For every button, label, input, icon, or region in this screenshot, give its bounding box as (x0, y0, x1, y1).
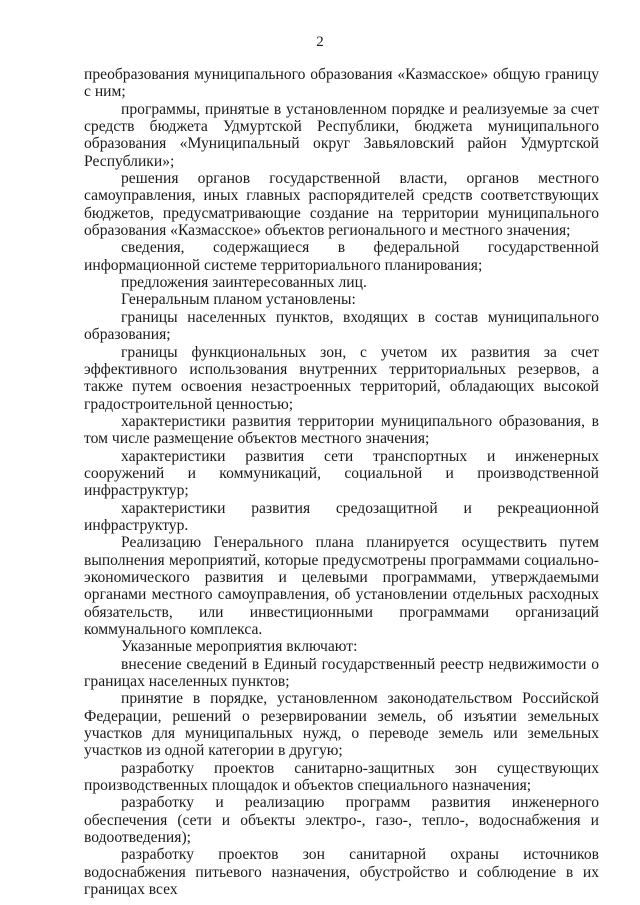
paragraph: разработку проектов зон санитарной охраны источников водоснабжения питьевого назначения, обустройство и соблюдение в их границах всех (84, 846, 599, 899)
paragraph: внесение сведений в Единый государственный реестр недвижимости о границах населенных пунктов; (84, 655, 599, 691)
paragraph: разработку проектов санитарно-защитных зон существующих производственных площадок и объектов специального назначения; (84, 759, 599, 795)
paragraph: характеристики развития средозащитной и рекреационной инфраструктур. (84, 499, 599, 534)
paragraph: границы населенных пунктов, входящих в состав муниципального образования; (84, 308, 599, 344)
page-number: 2 (316, 34, 324, 50)
paragraph: Указанные мероприятия включают: (121, 638, 358, 656)
paragraph: принятие в порядке, установленном законодательством Российской Федерации, решений о резервировании земель, об изъятии земельных участков для муниципальных нужд, о переводе земель или земельных участков из одной категории в другую; (84, 690, 599, 760)
paragraph: разработку и реализацию программ развития инженерного обеспечения (сети и объекты электро-, газо-, тепло-, водоснабжения и водоотведения); (84, 794, 599, 847)
paragraph: преобразования муниципального образования «Казмасское» общую границу с ним; (84, 66, 599, 101)
paragraph: характеристики развития территории муниципального образования, в том числе размещение объектов местного значения; (84, 412, 599, 448)
paragraph: границы функциональных зон, с учетом их развития за счет эффективного использования внутренних территориальных резервов, а также путем освоения незастроенных территорий, обладающих высокой градостроительной ценностью; (84, 343, 599, 413)
paragraph: Генеральным планом установлены: (121, 291, 356, 309)
paragraph: предложения заинтересованных лиц. (121, 274, 367, 292)
paragraph: сведения, содержащиеся в федеральной государственной информационной системе территориального планирования; (84, 239, 599, 274)
paragraph: Реализацию Генерального плана планируется осуществить путем выполнения мероприятий, которые предусмотрены программами социально-экономического развития и целевыми программами, утверждаемыми органами местного самоуправления, об установлении отдельных расходных обязательств, или инвестиционными программами организаций коммунального комплекса. (84, 534, 599, 638)
paragraph: решения органов государственной власти, органов местного самоуправления, иных главных распорядителей средств соответствующих бюджетов, предусматривающие создание на территории муниципального образования «Казмасское» объектов регионального и местного значения; (84, 170, 599, 240)
document-body (84, 66, 599, 899)
paragraph: характеристики развития сети транспортных и инженерных сооружений и коммуникаций, социальной и производственной инфраструктур; (84, 447, 599, 500)
paragraph: программы, принятые в установленном порядке и реализуемые за счет средств бюджета Удмуртской Республики, бюджета муниципального образования «Муниципальный округ Завьяловский район Удмуртской Республики»; (84, 100, 599, 170)
